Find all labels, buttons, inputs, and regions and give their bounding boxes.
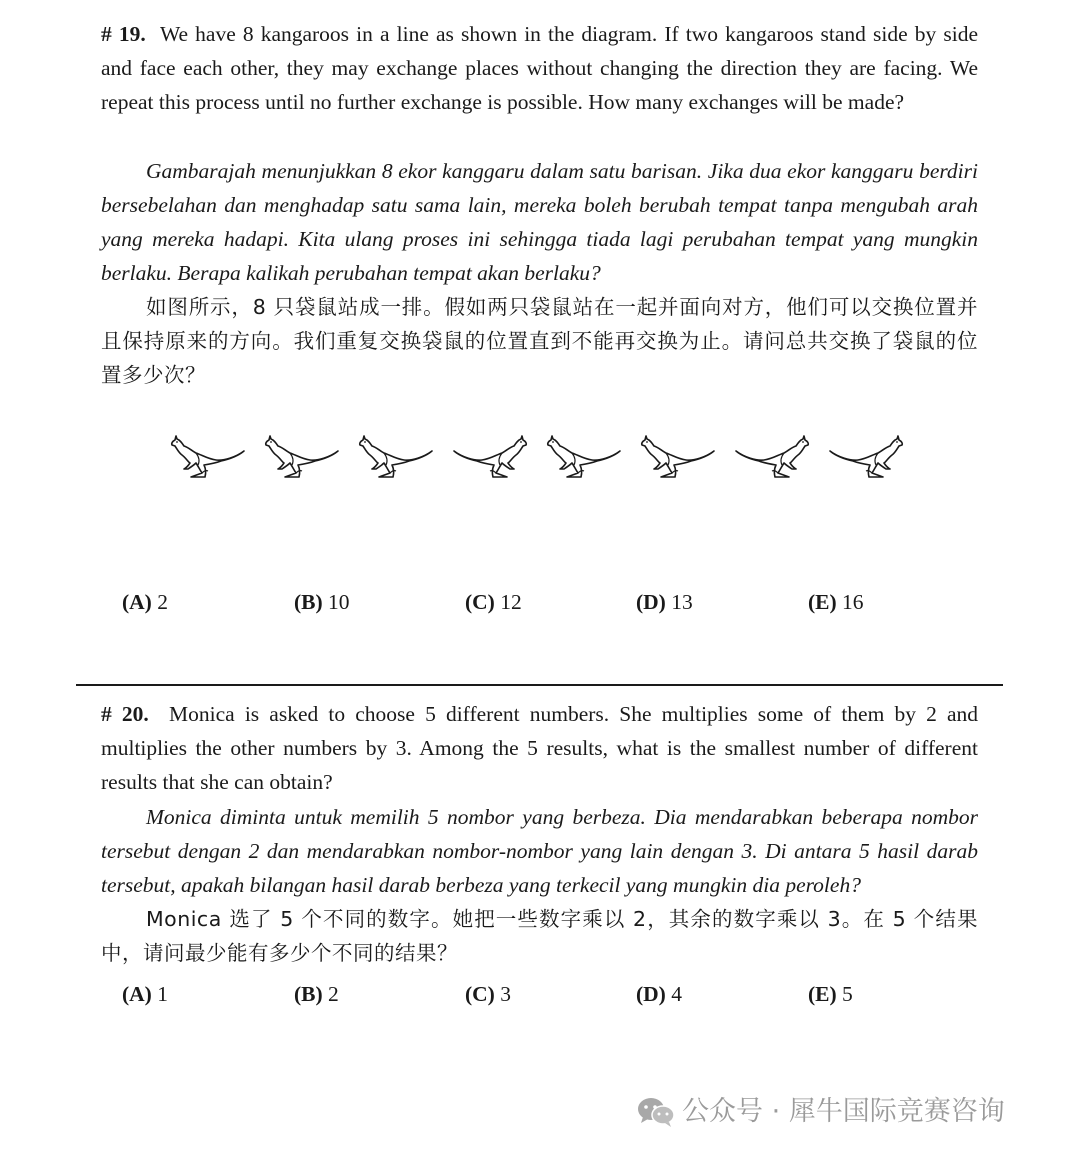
q19-choice-a[interactable]: (A) 2 xyxy=(122,590,168,614)
q20-number: # 20. xyxy=(101,702,149,726)
q19-malay-text: Gambarajah menunjukkan 8 ekor kanggaru dalam satu barisan. Jika dua ekor kanggaru berdiri bersebelahan dan menghadap satu sama lain, mereka boleh berubah tempat tanpa mengubah arah yang mereka hadapi. Kita ulang proses ini sehingga tiada lagi perubahan tempat yang mungkin berlaku. Berapa kalikah perubahan tempat akan berlaku? xyxy=(101,159,978,285)
q20-chinese-text: Monica 选了 5 个不同的数字。她把一些数字乘以 2，其余的数字乘以 3。在 5 个结果中，请问最少能有多少个不同的结果？ xyxy=(101,907,978,965)
q19-choice-e[interactable]: (E) 16 xyxy=(808,590,864,614)
kangaroo-1-facing-left xyxy=(170,430,246,486)
section-divider xyxy=(76,684,1003,686)
watermark-text: 公众号 · 犀牛国际竞赛咨询 xyxy=(682,1096,1005,1127)
q19-choices xyxy=(122,590,982,620)
q19-choice-d[interactable]: (D) 13 xyxy=(636,590,693,614)
q20-choice-b[interactable]: (B) 2 xyxy=(294,982,339,1006)
q20-malay-text: Monica diminta untuk memilih 5 nombor yang berbeza. Dia mendarabkan beberapa nombor tersebut dengan 2 dan mendarabkan nombor-nombor yang lain dengan 3. Di antara 5 hasil darab tersebut, apakah bilangan hasil darab berbeza yang terkecil yang mungkin dia peroleh? xyxy=(101,805,978,897)
q20-choices xyxy=(122,982,982,1012)
wechat-icon xyxy=(636,1096,676,1128)
q20-choice-d[interactable]: (D) 4 xyxy=(636,982,682,1006)
kangaroo-3-facing-left xyxy=(358,430,434,486)
kangaroo-4-facing-right xyxy=(452,430,528,486)
q19-chinese-text: 如图所示，8 只袋鼠站成一排。假如两只袋鼠站在一起并面向对方，他们可以交换位置并且保持原来的方向。我们重复交换袋鼠的位置直到不能再交换为止。请问总共交换了袋鼠的位置多少次？ xyxy=(101,295,978,387)
kangaroo-diagram xyxy=(170,430,910,490)
q19-number: # 19. xyxy=(101,22,146,46)
kangaroo-5-facing-left xyxy=(546,430,622,486)
watermark xyxy=(636,1092,1056,1132)
q20-english-body: Monica is asked to choose 5 different numbers. She multiplies some of them by 2 and multiplies the other numbers by 3. Among the 5 results, what is the smallest number of different results that she can obtain? xyxy=(101,702,979,794)
kangaroo-6-facing-left xyxy=(640,430,716,486)
q19-choice-b[interactable]: (B) 10 xyxy=(294,590,350,614)
q19-english-text xyxy=(101,17,978,119)
q20-choice-c[interactable]: (C) 3 xyxy=(465,982,511,1006)
q19-english-body: We have 8 kangaroos in a line as shown in the diagram. If two kangaroos stand side by side and face each other, they may exchange places without changing the direction they are facing. We repeat this process until no further exchange is possible. How many exchanges will be made? xyxy=(101,22,979,114)
kangaroo-2-facing-left xyxy=(264,430,340,486)
q20-choice-e[interactable]: (E) 5 xyxy=(808,982,853,1006)
kangaroo-7-facing-right xyxy=(734,430,810,486)
q20-choice-a[interactable]: (A) 1 xyxy=(122,982,168,1006)
q20-english-text xyxy=(101,697,978,799)
kangaroo-8-facing-right xyxy=(828,430,904,486)
q19-choice-c[interactable]: (C) 12 xyxy=(465,590,522,614)
